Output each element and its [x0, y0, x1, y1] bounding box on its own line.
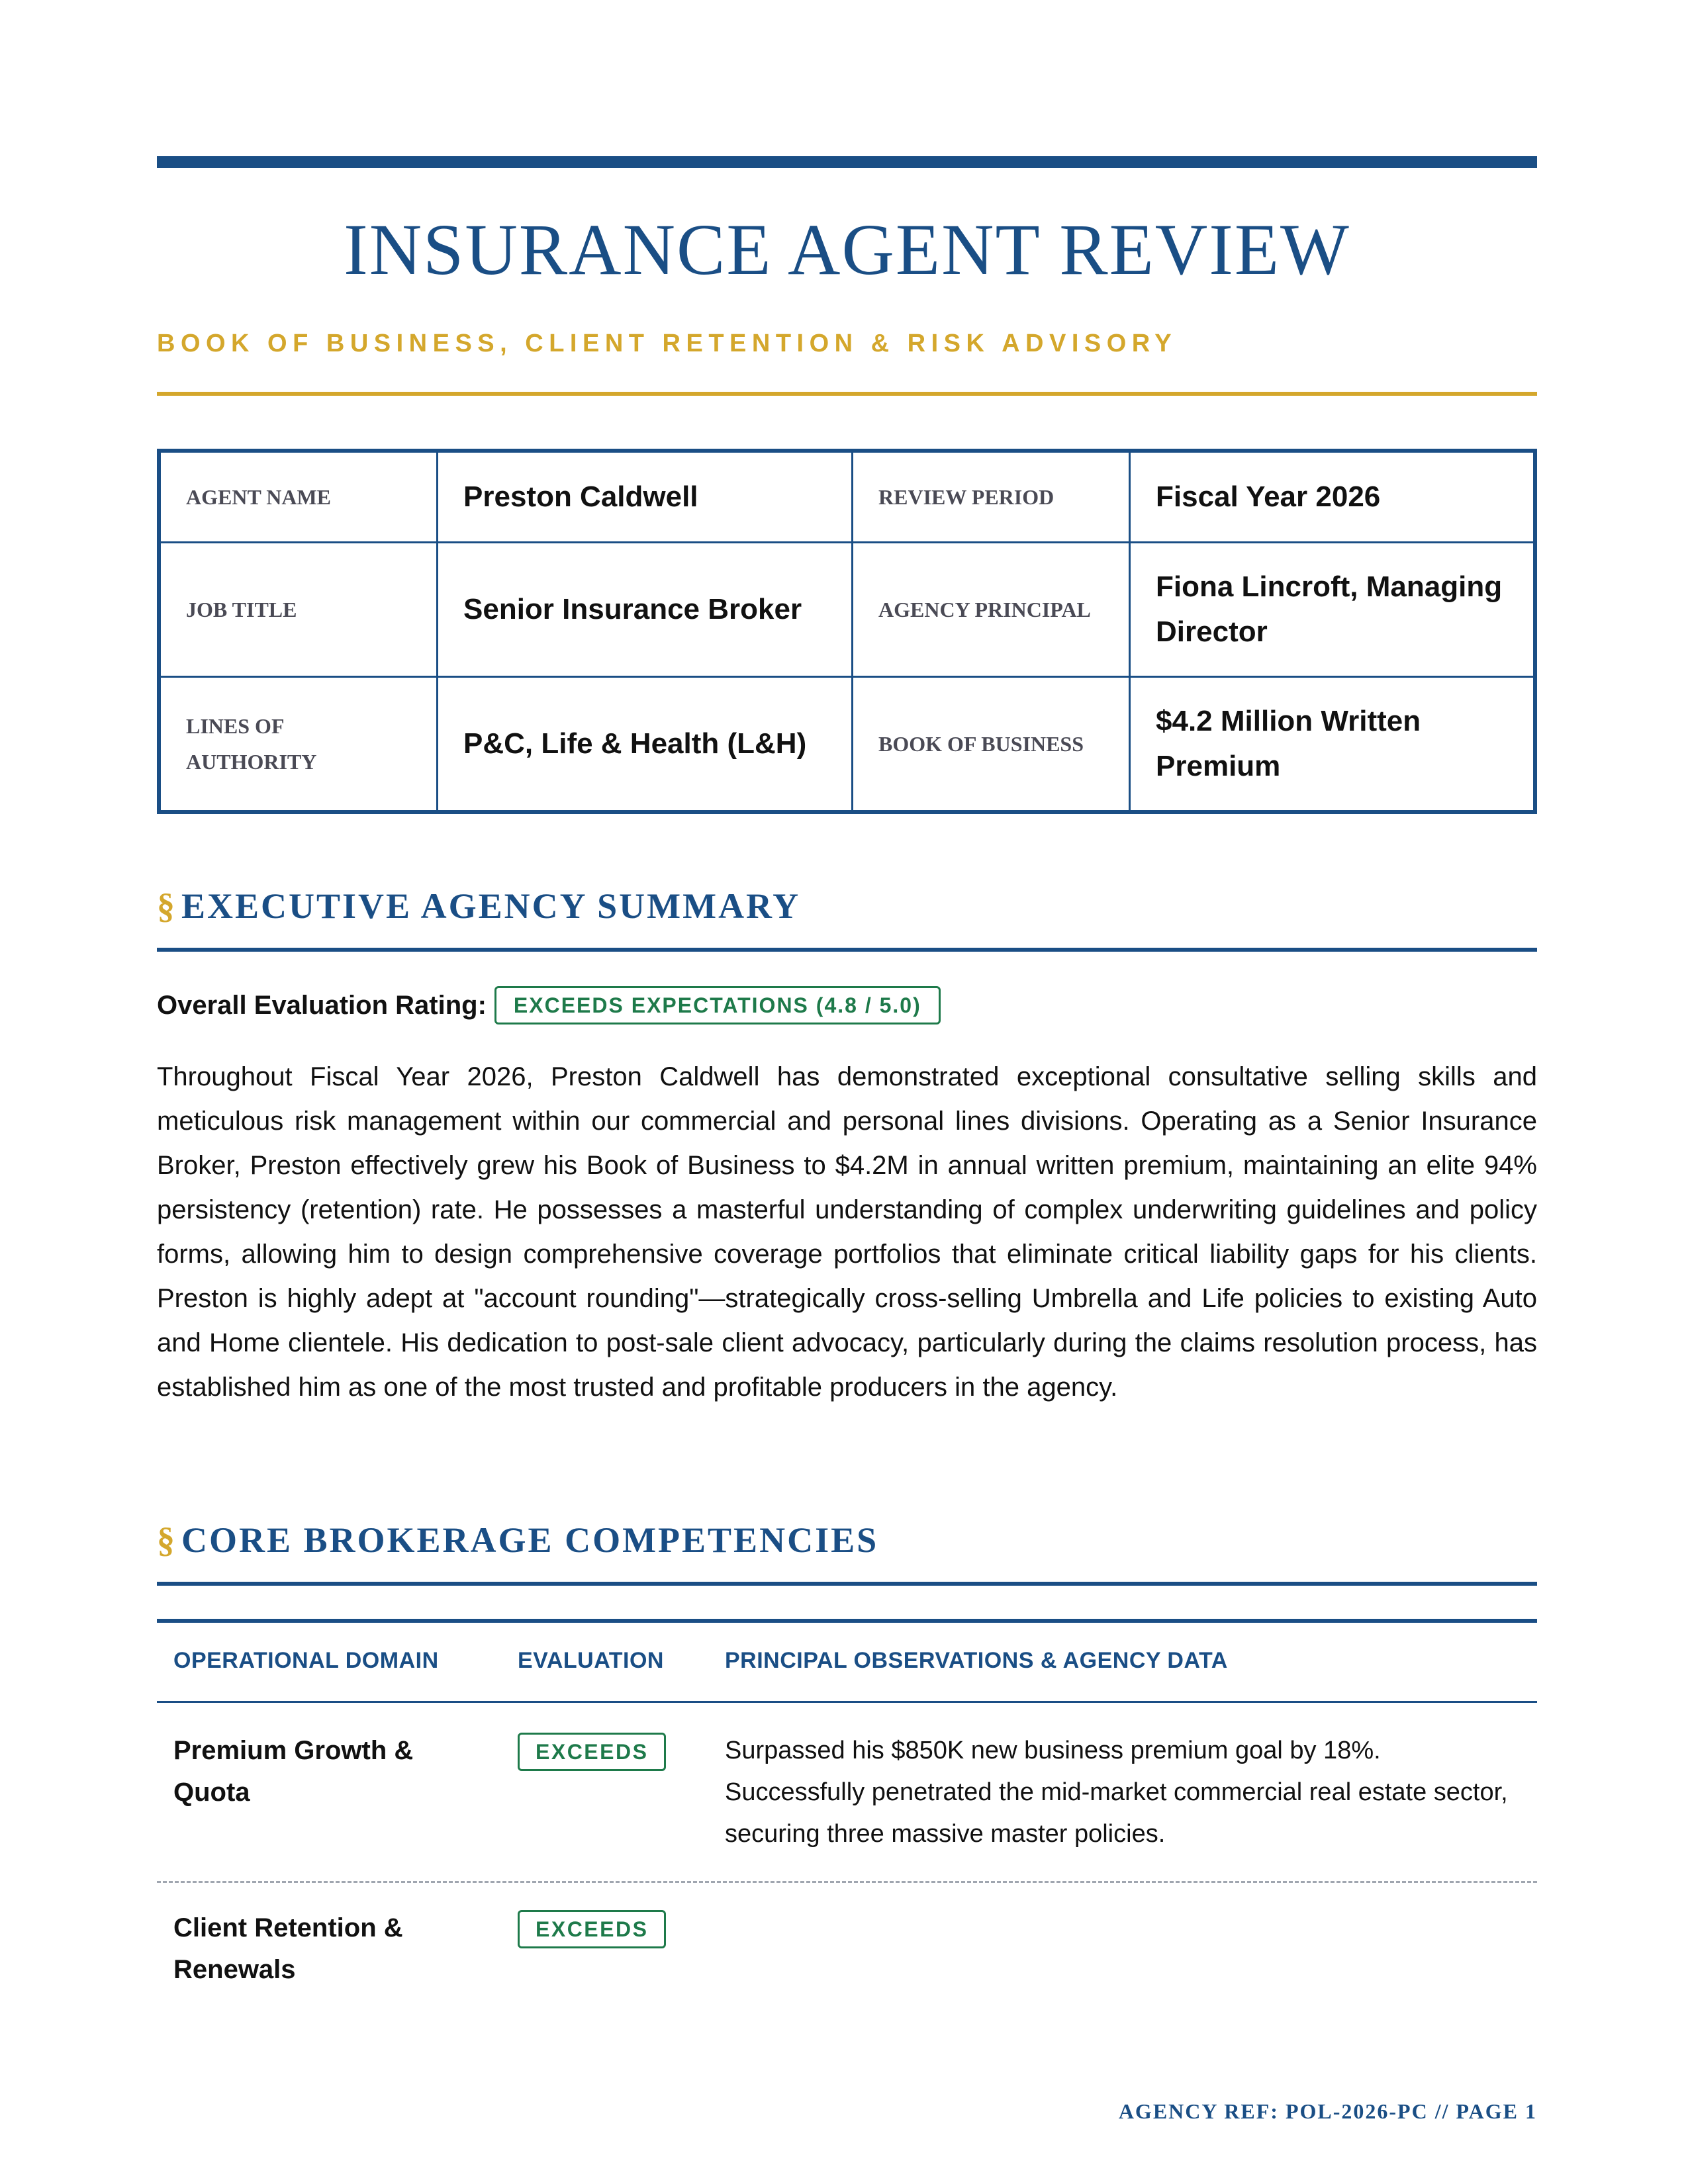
row-observation: Surpassed his $850K new business premium goal by 18%. Successfully penetrated the mid-market commercial real estate sector, securing three massive master policies. — [725, 1737, 1508, 1848]
document-subtitle: BOOK OF BUSINESS, CLIENT RETENTION & RISK ADVISORY — [157, 330, 1178, 357]
summary-paragraph: Throughout Fiscal Year 2026, Preston Caldwell has demonstrated exceptional consultative selling skills and meticulous risk management within our commercial and personal lines divisions. Operating as a Senior Insurance Broker, Preston effectively grew his Book of Business to $4.2M in annual written premium, maintaining an elite 94% persistency (retention) rate. He possesses a masterful understanding of complex underwriting guidelines and policy forms, allowing him to design comprehensive coverage portfolios that eliminate critical liability gaps for his clients. Preston is highly adept at "account rounding"—strategically cross-selling Umbrella and Life policies to existing Auto and Home clientele. His dedication to post-sale client advocacy, particularly during the claims resolution process, has established him as one of the most trusted and profitable producers in the agency. — [157, 1062, 1537, 1402]
section-rule — [157, 948, 1537, 952]
info-cell — [853, 677, 1130, 813]
info-row — [159, 677, 1535, 813]
agency-principal-label: AGENCY PRINCIPAL — [878, 598, 1091, 621]
info-cell — [1130, 451, 1536, 543]
info-row — [159, 543, 1535, 677]
document-title: INSURANCE AGENT REVIEW — [344, 209, 1350, 290]
agent-info-table — [157, 449, 1537, 814]
review-period-label: REVIEW PERIOD — [878, 485, 1055, 509]
info-cell — [438, 543, 853, 677]
info-cell — [853, 451, 1130, 543]
section-title: CORE BROKERAGE COMPETENCIES — [181, 1520, 879, 1560]
competencies-heading — [157, 1520, 1537, 1561]
agent-name-value: Preston Caldwell — [463, 480, 698, 513]
review-period-value: Fiscal Year 2026 — [1156, 480, 1381, 513]
info-cell — [1130, 543, 1536, 677]
row-domain: Premium Growth & Quota — [173, 1736, 414, 1807]
section-symbol-icon: § — [157, 1520, 175, 1560]
book-of-business-value: $4.2 Million Written Premium — [1156, 705, 1421, 782]
job-title-label: JOB TITLE — [186, 598, 297, 621]
evaluation-badge: EXCEEDS — [518, 1910, 666, 1948]
info-cell — [159, 543, 438, 677]
rating-badge: EXCEEDS EXPECTATIONS (4.8 / 5.0) — [494, 986, 941, 1024]
header-gold-rule — [157, 392, 1537, 396]
book-of-business-label: BOOK OF BUSINESS — [878, 732, 1084, 756]
table-top-rule — [157, 1619, 1537, 1623]
lines-of-authority-value: P&C, Life & Health (L&H) — [463, 727, 807, 760]
info-cell — [159, 677, 438, 813]
info-cell — [853, 543, 1130, 677]
section-symbol-icon: § — [157, 886, 175, 926]
job-title-value: Senior Insurance Broker — [463, 593, 802, 625]
header-top-rule — [157, 156, 1537, 168]
table-header-rule — [157, 1701, 1537, 1703]
evaluation-badge: EXCEEDS — [518, 1733, 666, 1771]
section-title: EXECUTIVE AGENCY SUMMARY — [181, 886, 801, 926]
executive-summary-heading — [157, 886, 1537, 927]
lines-of-authority-label: LINES OF AUTHORITY — [186, 714, 317, 774]
agent-name-label: AGENT NAME — [186, 485, 331, 509]
row-divider — [157, 1881, 1537, 1883]
column-header-evaluation: EVALUATION — [518, 1648, 664, 1673]
row-domain: Client Retention & Renewals — [173, 1913, 403, 1984]
section-rule — [157, 1582, 1537, 1586]
info-cell — [438, 677, 853, 813]
info-cell — [159, 451, 438, 543]
agency-principal-value: Fiona Lincroft, Managing Director — [1156, 570, 1503, 648]
info-cell — [1130, 677, 1536, 813]
rating-label: Overall Evaluation Rating: — [157, 990, 487, 1020]
column-header-observations: PRINCIPAL OBSERVATIONS & AGENCY DATA — [725, 1648, 1228, 1673]
overall-rating — [157, 986, 941, 1024]
info-cell — [438, 451, 853, 543]
page-footer-reference: AGENCY REF: POL-2026-PC // PAGE 1 — [1118, 2099, 1537, 2123]
info-row — [159, 451, 1535, 543]
column-header-domain: OPERATIONAL DOMAIN — [173, 1648, 439, 1673]
